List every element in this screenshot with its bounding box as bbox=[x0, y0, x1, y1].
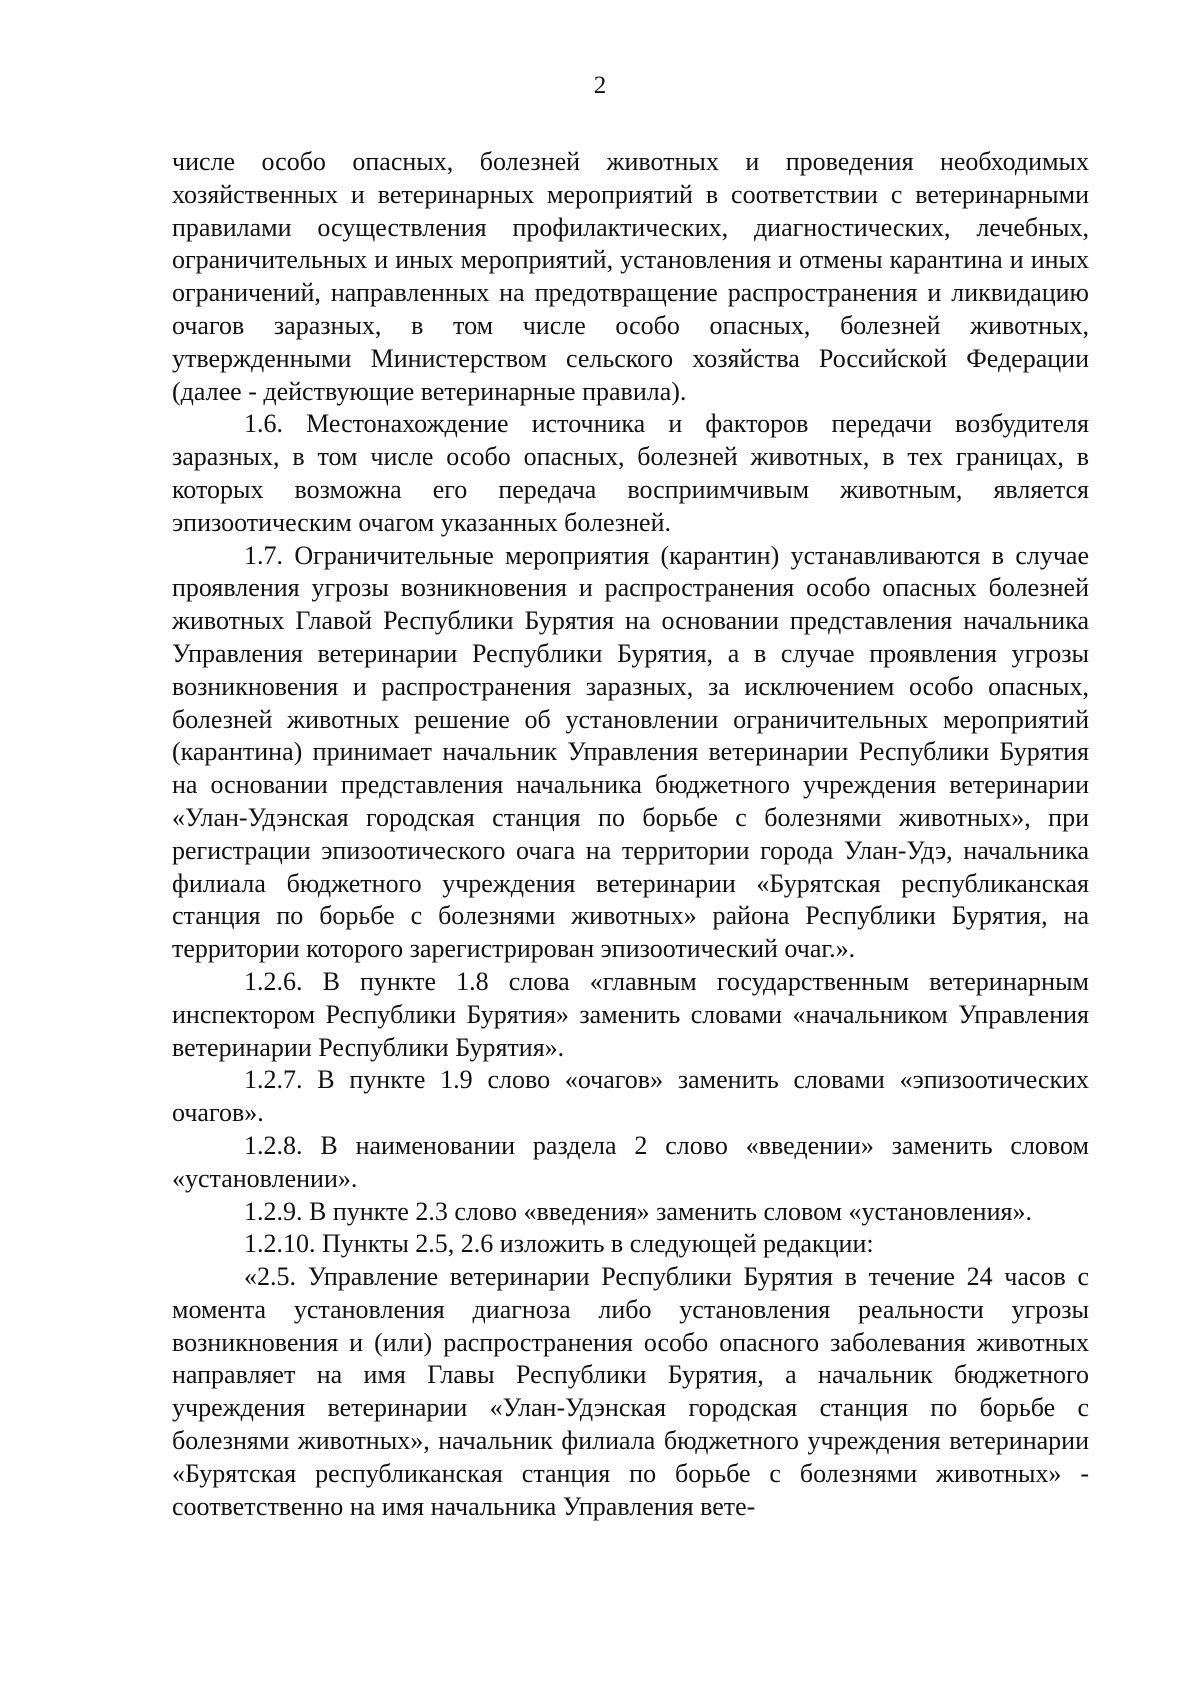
paragraph-1-2-8: 1.2.8. В наименовании раздела 2 слово «введении» заменить словом «установлении». bbox=[172, 1130, 1089, 1193]
paragraph-2-5: «2.5. Управление ветеринарии Республики Бурятия в течение 24 часов с момента установления диагноза либо установления реальности угрозы возникновения и (или) распространения особо опасного заболевания животных направляет на имя Главы Республики Бурятия, а начальник бюджетного учреждения ветеринарии «Улан-Удэнская городская станция по борьбе с болезнями животных», начальник филиала бюджетного учреждения ветеринарии «Бурятская республиканская станция по борьбе с болезнями животных» - соответственно на имя начальника Управления вете- bbox=[172, 1262, 1089, 1521]
paragraph-1-7: 1.7. Ограничительные мероприятия (карантин) устанавливаются в случае проявления угрозы возникновения и распространения особо опасных болезней животных Главой Республики Бурятия на основании представления начальника Управления ветеринарии Республики Бурятия, а в случае проявления угрозы возникновения и распространения заразных, за исключением особо опасных, болезней животных решение об установлении ограничительных мероприятий (карантина) принимает начальник Управления ветеринарии Республики Бурятия на основании представления начальника бюджетного учреждения ветеринарии «Улан-Удэнская городская станция по борьбе с болезнями животных», при регистрации эпизоотического очага на территории города Улан-Удэ, начальника филиала бюджетного учреждения ветеринарии «Бурятская республиканская станция по борьбе с болезнями животных» района Республики Бурятия, на территории которого зарегистрирован эпизоотический очаг.». bbox=[172, 540, 1089, 964]
paragraph-intro-continuation: числе особо опасных, болезней животных и проведения необходимых хозяйственных и ветеринарных мероприятий в соответствии с ветеринарными правилами осуществления профилактических, диагностических, лечебных, ограничительных и иных мероприятий, установления и отмены карантина и иных ограничений, направленных на предотвращение распространения и ликвидацию очагов заразных, в том числе особо опасных, болезней животных, утвержденными Министерством сельского хозяйства Российской Федерации (далее - действующие ветеринарные правила). bbox=[172, 147, 1089, 406]
paragraph-1-2-6: 1.2.6. В пункте 1.8 слова «главным государственным ветеринарным инспектором Республики Бурятия» заменить словами «начальником Управления ветеринарии Республики Бурятия». bbox=[172, 966, 1089, 1062]
paragraph-1-2-7: 1.2.7. В пункте 1.9 слово «очагов» заменить словами «эпизоотических очагов». bbox=[172, 1065, 1089, 1128]
document-body bbox=[172, 146, 1089, 1523]
paragraph-1-2-10: 1.2.10. Пункты 2.5, 2.6 изложить в следующей редакции: bbox=[244, 1229, 874, 1259]
page-number: 2 bbox=[593, 72, 607, 99]
paragraph-1-2-9: 1.2.9. В пункте 2.3 слово «введения» заменить словом «установления». bbox=[244, 1196, 1032, 1226]
paragraph-1-6: 1.6. Местонахождение источника и факторов передачи возбудителя заразных, в том числе особо опасных, болезней животных, в тех границах, в которых возможна его передача восприимчивым животным, является эпизоотическим очагом указанных болезней. bbox=[172, 409, 1089, 537]
